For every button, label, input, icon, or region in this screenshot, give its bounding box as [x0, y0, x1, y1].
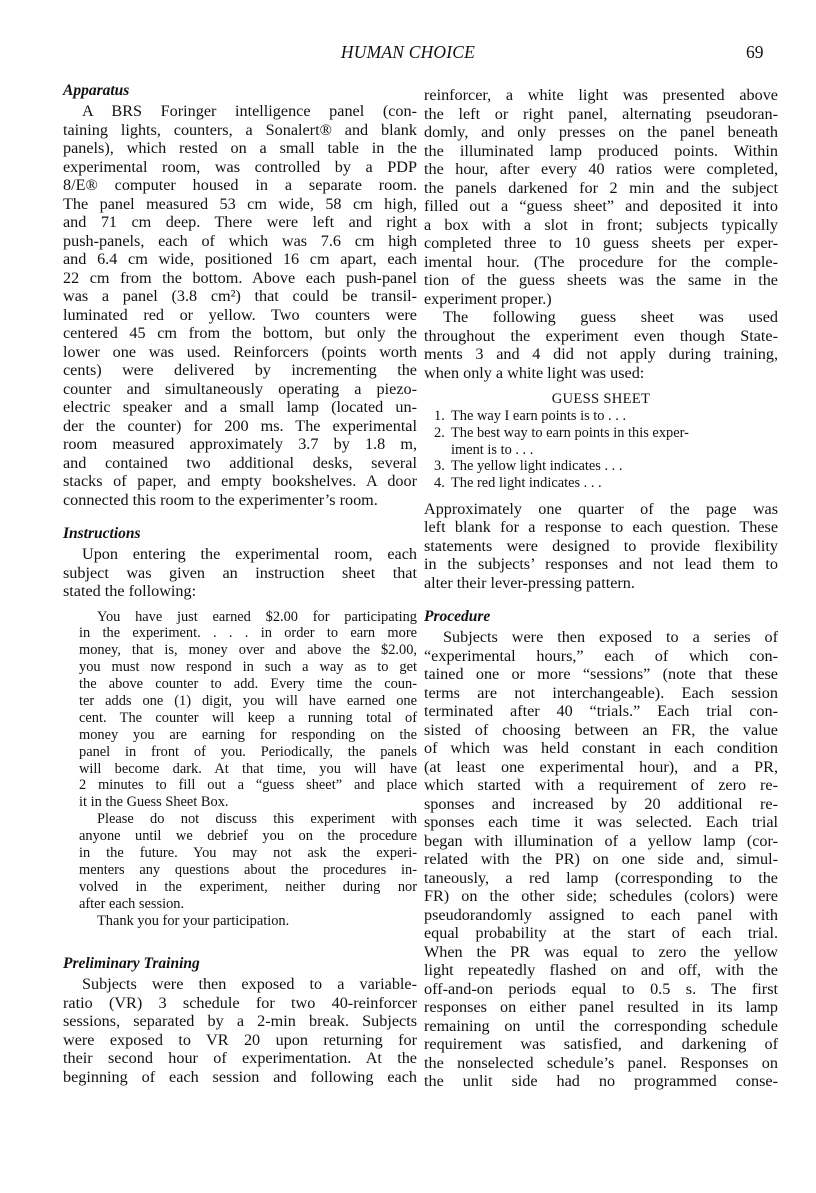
text-line: reinforcer, a white light was presented above	[424, 86, 778, 104]
section-heading-apparatus: Apparatus	[63, 82, 130, 99]
text-line: electric speaker and a small lamp (located un-	[63, 398, 417, 416]
apparatus-paragraph	[63, 102, 417, 509]
text-line: When the PR was equal to zero the yellow	[424, 942, 778, 961]
text-line: equal probability at the start of each trial.	[424, 924, 778, 943]
quote-paragraph	[79, 811, 417, 912]
text-line: tained one or more “sessions” (note that these	[424, 665, 778, 684]
text-line: and 6.4 cm wide, positioned 16 cm apart, each	[63, 250, 417, 268]
text-line: in the experiment. . . . in order to earn more	[79, 625, 417, 642]
text-line: after each session.	[79, 895, 185, 912]
text-line: centered 45 cm from the bottom, but only the	[63, 324, 417, 342]
procedure-paragraph	[424, 628, 778, 1091]
text-line: imental hour. (The procedure for the comple-	[424, 252, 778, 271]
text-line: stacks of paper, and empty bookshelves. A door	[63, 472, 417, 490]
guess-sheet-title: GUESS SHEET	[551, 391, 651, 407]
text-line: the unlit side had no programmed conse-	[424, 1072, 778, 1091]
text-line: a box with a slot in front; subjects typically	[424, 215, 778, 234]
section-heading-preliminary-training: Preliminary Training	[63, 955, 200, 973]
text-line: Approximately one quarter of the page was	[424, 499, 778, 518]
text-line: you must now respond in such a way as to get	[79, 659, 417, 676]
section-heading-instructions: Instructions	[63, 525, 141, 542]
text-line: counter and simultaneously operating a piezo-	[63, 379, 417, 398]
text-line: Subjects were then exposed to a series of	[443, 628, 778, 647]
text-line: and contained two additional desks, several	[63, 453, 417, 472]
text-line: FR) on the other side; schedules (colors) were	[424, 887, 778, 906]
text-line: sisted of choosing between an FR, the value	[424, 720, 778, 739]
page-number: 69	[746, 42, 764, 62]
text-line: statements were designed to provide flexibility	[424, 536, 778, 555]
instructions-paragraph	[63, 545, 417, 601]
text-line: light repeatedly flashed on and off, with the	[424, 961, 778, 980]
text-line: domly, and only presses on the panel beneath	[424, 123, 778, 141]
text-line: Thank you for your participation.	[97, 912, 290, 929]
text-line: began with illumination of a yellow lamp (cor-	[424, 831, 778, 850]
text-line: Please do not discuss this experiment with	[97, 811, 417, 828]
instruction-sheet-quote	[63, 609, 417, 930]
text-line: tion of the guess sheets was the same in the	[424, 271, 778, 289]
text-line: in the subjects’ responses and not lead them to	[424, 555, 778, 574]
text-line: cents) were delivered by incrementing the	[63, 361, 417, 379]
text-line: push-panels, each of which was 7.6 cm high	[63, 231, 417, 250]
text-line: panel in front of you. Periodically, the panels	[79, 743, 417, 760]
item-text: The way I earn points is to . . .	[451, 408, 627, 424]
text-line: ments 3 and 4 did not apply during training,	[424, 345, 778, 363]
text-line: their second hour of experimentation. At the	[63, 1049, 417, 1068]
text-line: terms are not interchangeable). Each session	[424, 683, 778, 702]
item-text-continuation: iment is to . . .	[451, 441, 534, 458]
guess-sheet-item	[424, 458, 778, 475]
item-number: 4.	[434, 475, 445, 492]
text-line: You have just earned $2.00 for participating	[97, 608, 417, 625]
text-line: volved in the experiment, neither during nor	[79, 878, 417, 895]
text-line: terminated after 40 “trials.” Each trial con-	[424, 702, 778, 721]
text-line: related with the PR) on one side and, simul-	[424, 850, 778, 869]
text-line: sponses each time it was selected. Each trial	[424, 813, 778, 832]
text-line: left blank for a response to each question. These	[424, 518, 778, 537]
text-line: luminated red or yellow. Two counters were	[63, 305, 417, 324]
text-line: the illuminated lamp produced points. Within	[424, 141, 778, 160]
item-number: 2.	[434, 424, 445, 441]
text-line: money you are earning for responding on the	[79, 726, 417, 743]
item-number: 3.	[434, 458, 445, 475]
text-line: A BRS Foringer intelligence panel (con-	[82, 102, 417, 120]
text-line: and 71 cm deep. There were left and right	[63, 213, 417, 231]
text-line: the above counter to add. Every time the coun-	[79, 676, 417, 693]
text-line: will become dark. At that time, you will have	[79, 760, 417, 777]
after-guess-paragraph	[424, 500, 778, 593]
text-line: room measured approximately 3.7 by 1.8 m,	[63, 435, 417, 453]
continuation-paragraph	[424, 86, 778, 308]
text-line: the hour, after every 40 ratios were completed,	[424, 160, 778, 178]
quote-paragraph	[79, 913, 417, 930]
text-line: Upon entering the experimental room, each	[82, 545, 417, 563]
text-line: sessions, separated by a 2-min break. Subjects	[63, 1012, 417, 1031]
text-line: sponses and increased by 20 additional re-	[424, 794, 778, 813]
text-line: 8/E® computer housed in a separate room.	[63, 176, 417, 194]
text-line: menters any questions about the procedures in-	[79, 861, 417, 878]
guess-sheet-item	[424, 425, 778, 442]
left-column	[63, 80, 417, 1086]
text-line: the nonselected schedule’s panel. Responses on	[424, 1053, 778, 1072]
item-number: 1.	[434, 408, 445, 424]
text-line: was a panel (3.8 cm²) that could be transil-	[63, 287, 417, 305]
text-line: Subjects were then exposed to a variable-	[82, 975, 417, 994]
text-line: off-and-on periods equal to 0.5 s. The first	[424, 979, 778, 998]
guess-sheet-item	[424, 475, 778, 492]
text-line: taining lights, counters, a Sonalert® and blank	[63, 120, 417, 139]
text-line: completed three to 10 guess sheets per exper-	[424, 234, 778, 252]
text-line: filled out a “guess sheet” and deposited it into	[424, 197, 778, 215]
item-text: The yellow light indicates . . .	[451, 458, 623, 475]
text-line: requirement was satisfied, and darkening of	[424, 1035, 778, 1054]
item-text: The red light indicates . . .	[451, 475, 602, 492]
text-line: throughout the experiment even though State-	[424, 326, 778, 345]
text-line: the left or right panel, alternating pseudoran-	[424, 104, 778, 123]
guess-intro-paragraph	[424, 308, 778, 382]
text-line: in the future. You may not ask the experi-	[79, 844, 417, 861]
running-head	[0, 42, 816, 66]
guess-sheet-list	[424, 408, 778, 492]
text-line: (at least one experimental hour), and a PR,	[424, 757, 778, 776]
text-line: The panel measured 53 cm wide, 58 cm high,	[63, 194, 417, 213]
text-line: panels), which rested on a small table in the	[63, 139, 417, 157]
text-line: “experimental hours,” each of which con-	[424, 646, 778, 665]
section-heading-procedure: Procedure	[424, 608, 491, 626]
text-line: which started with a requirement of zero re-	[424, 776, 778, 795]
text-line: connected this room to the experimenter’s room.	[63, 490, 378, 509]
text-line: 2 minutes to fill out a “guess sheet” and place	[79, 777, 417, 794]
text-line: cent. The counter will keep a running total of	[79, 709, 417, 726]
right-column	[424, 86, 778, 1091]
text-line: beginning of each session and following each	[63, 1067, 417, 1086]
text-line: when only a white light was used:	[424, 363, 645, 382]
quote-paragraph	[79, 609, 417, 812]
running-title: HUMAN CHOICE	[340, 42, 476, 62]
text-line: money, that is, money over and above the $2.00,	[79, 642, 417, 659]
text-line: taneously, a red lamp (corresponding to the	[424, 868, 778, 887]
text-line: alter their lever-pressing pattern.	[424, 573, 635, 592]
text-line: experimental room, was controlled by a PDP	[63, 157, 417, 176]
text-line: subject was given an instruction sheet that	[63, 563, 417, 582]
text-line: stated the following:	[63, 582, 197, 600]
text-line: of which was held constant in each condition	[424, 739, 778, 758]
text-line: anyone until we debrief you on the procedure	[79, 828, 417, 845]
text-line: it in the Guess Sheet Box.	[79, 794, 229, 811]
text-line: lower one was used. Reinforcers (points worth	[63, 342, 417, 361]
text-line: 22 cm from the bottom. Above each push-panel	[63, 268, 417, 287]
text-line: pseudorandomly assigned to each panel with	[424, 905, 778, 924]
text-line: remaining on until the corresponding schedule	[424, 1016, 778, 1035]
text-line: ratio (VR) 3 schedule for two 40-reinforcer	[63, 993, 417, 1012]
text-line: ter adds one (1) digit, you will have earned one	[79, 692, 417, 709]
text-line: The following guess sheet was used	[443, 308, 778, 326]
preliminary-training-paragraph	[63, 975, 417, 1086]
guess-sheet-item	[424, 408, 778, 425]
item-text: The best way to earn points in this exper-	[451, 424, 689, 441]
text-line: were exposed to VR 20 upon returning for	[63, 1030, 417, 1049]
text-line: the panels darkened for 2 min and the subject	[424, 178, 778, 197]
text-line: experiment proper.)	[424, 289, 552, 308]
text-line: der the counter) for 200 ms. The experimental	[63, 416, 417, 435]
text-line: responses on either panel resulted in its lamp	[424, 998, 778, 1017]
